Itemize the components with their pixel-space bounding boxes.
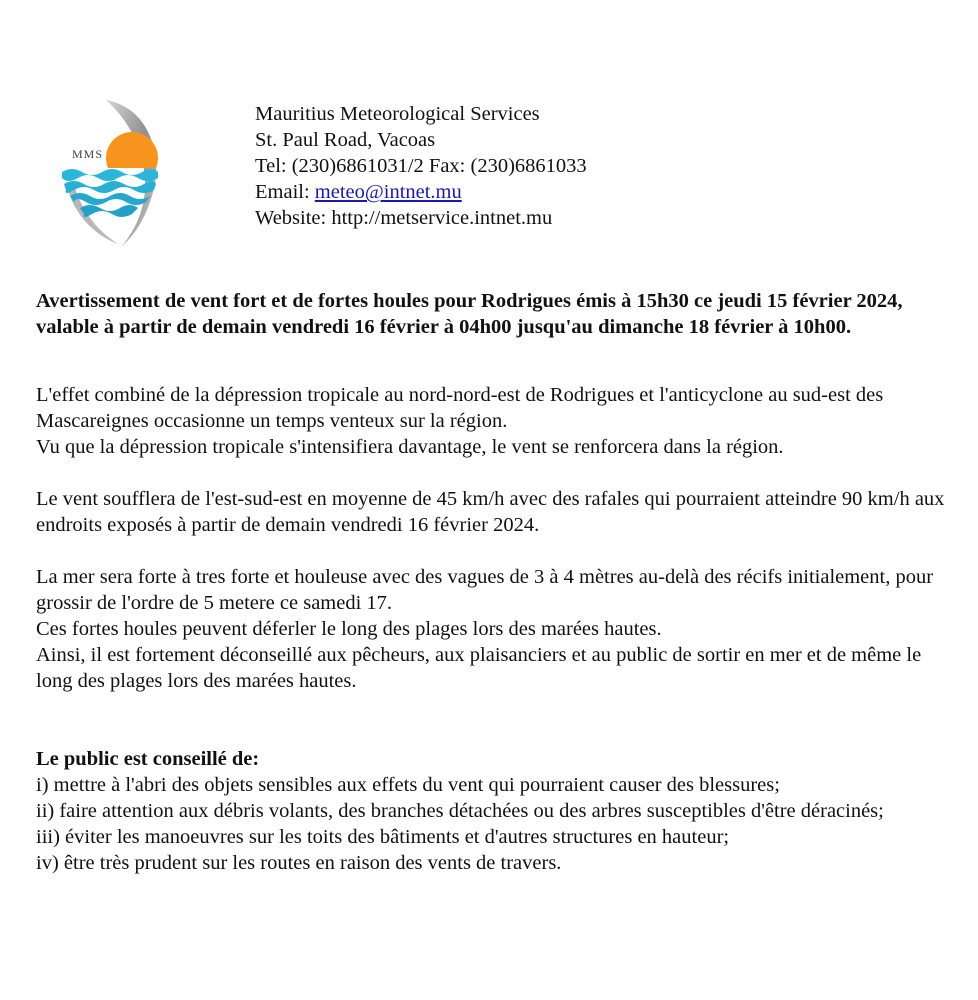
org-name: Mauritius Meteorological Services xyxy=(255,103,540,125)
advice-item: iv) être très prudent sur les routes en raison des vents de travers. xyxy=(36,852,562,874)
paragraph-line: Le vent soufflera de l'est-sud-est en moyenne de 45 km/h avec des rafales qui pourraient atteindre 90 km/h aux endroits exposés à partir de demain vendredi 16 février 2024. xyxy=(36,488,945,536)
paragraph-line: La mer sera forte à tres forte et houleuse avec des vagues de 3 à 4 mètres au-delà des récifs initialement, pour grossir de l'ordre de 5 metere ce samedi 17. xyxy=(36,566,934,614)
public-advice xyxy=(36,746,960,876)
paragraph-line: Ainsi, il est fortement déconseillé aux pêcheurs, aux plaisanciers et au public de sortir en mer et de même le long des plages lors des marées hautes. xyxy=(36,644,922,692)
paragraph-wind xyxy=(36,486,960,538)
tel-fax: Tel: (230)6861031/2 Fax: (230)6861033 xyxy=(255,155,587,177)
email-link[interactable]: meteo@intnet.mu xyxy=(314,181,462,203)
address: St. Paul Road, Vacoas xyxy=(255,129,436,151)
advice-item: i) mettre à l'abri des objets sensibles aux effets du vent qui pourraient causer des blessures; xyxy=(36,774,780,796)
warning-title: Avertissement de vent fort et de fortes houles pour Rodrigues émis à 15h30 ce jeudi 15 février 2024, valable à partir de demain vendredi 16 février à 04h00 jusqu'au dimanche 18 février à 10h00. xyxy=(36,290,903,338)
email-label: Email: xyxy=(255,181,315,203)
mms-logo xyxy=(58,96,168,248)
mms-logo-graphic xyxy=(58,96,168,248)
bulletin-body xyxy=(36,288,960,876)
paragraph-line: Vu que la dépression tropicale s'intensifiera davantage, le vent se renforcera dans la région. xyxy=(36,436,784,458)
advice-item: iii) éviter les manoeuvres sur les toits des bâtiments et d'autres structures en hauteur; xyxy=(36,826,730,848)
letterhead xyxy=(255,101,587,231)
paragraph-situation xyxy=(36,382,960,460)
paragraph-line: Ces fortes houles peuvent déferler le long des plages lors des marées hautes. xyxy=(36,618,662,640)
paragraph-sea xyxy=(36,564,960,694)
website: Website: http://metservice.intnet.mu xyxy=(255,207,553,229)
paragraph-line: L'effet combiné de la dépression tropicale au nord-nord-est de Rodrigues et l'anticyclone au sud-est des Mascareignes occasionne un temps venteux sur la région. xyxy=(36,384,884,432)
logo-text: MMS xyxy=(72,147,104,161)
advice-item: ii) faire attention aux débris volants, des branches détachées ou des arbres susceptibles d'être déracinés; xyxy=(36,800,884,822)
advice-heading: Le public est conseillé de: xyxy=(36,748,260,770)
email-line xyxy=(255,179,587,205)
